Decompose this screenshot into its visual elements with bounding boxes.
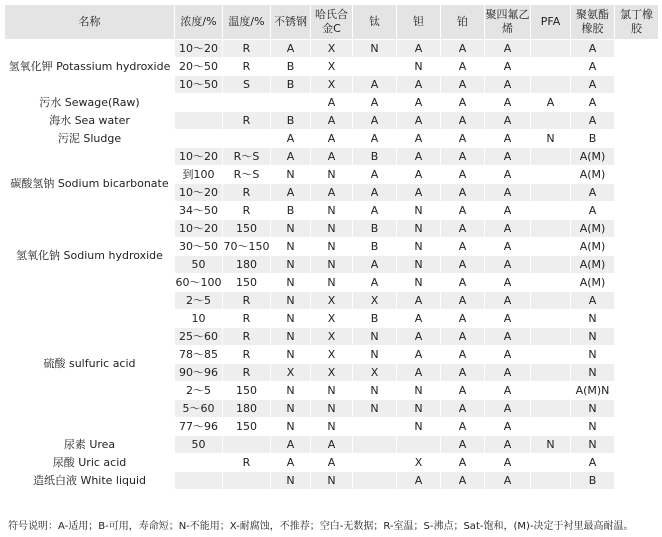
table-cell: A(M) [571, 220, 615, 238]
table-cell: R [223, 328, 271, 346]
table-cell: A [485, 436, 531, 454]
table-cell: 50 [175, 256, 223, 274]
column-header: PFA [531, 5, 571, 40]
table-cell: X [353, 292, 397, 310]
table-cell: 10～20 [175, 220, 223, 238]
table-cell: X [311, 292, 353, 310]
table-cell: A [397, 364, 441, 382]
column-header: 温度/% [223, 5, 271, 40]
table-cell [531, 328, 571, 346]
table-cell: R [223, 364, 271, 382]
table-cell: A [485, 220, 531, 238]
table-cell: N [271, 292, 311, 310]
table-cell: A [571, 76, 615, 94]
table-cell: 50 [175, 436, 223, 454]
table-cell: R [223, 40, 271, 58]
table-cell [531, 274, 571, 292]
table-cell: 20～50 [175, 58, 223, 76]
table-cell: R [223, 112, 271, 130]
table-cell: 5～60 [175, 400, 223, 418]
table-cell [531, 400, 571, 418]
table-row [5, 292, 659, 310]
table-cell: 150 [223, 274, 271, 292]
table-cell: N [397, 382, 441, 400]
table-cell: 78～85 [175, 346, 223, 364]
column-header: 聚四氟乙烯 [485, 5, 531, 40]
table-cell: A [353, 76, 397, 94]
table-cell: N [353, 382, 397, 400]
table-cell: R [223, 184, 271, 202]
table-cell: N [271, 382, 311, 400]
table-cell: A [271, 130, 311, 148]
table-cell: N [311, 220, 353, 238]
table-body [5, 40, 659, 490]
table-cell: R～S [223, 148, 271, 166]
column-header: 哈氏合金C [311, 5, 353, 40]
medium-name: 硫酸 sulfuric acid [5, 292, 175, 436]
table-cell: 60～100 [175, 274, 223, 292]
table-cell: N [271, 400, 311, 418]
table-row [5, 454, 659, 472]
table-cell: A(M) [571, 274, 615, 292]
table-cell [353, 436, 397, 454]
table-cell: X [311, 58, 353, 76]
table-cell: A [441, 436, 485, 454]
table-cell [175, 94, 223, 112]
table-cell: A [441, 364, 485, 382]
table-cell: A [397, 148, 441, 166]
table-cell: N [311, 418, 353, 436]
medium-name: 尿素 Urea [5, 436, 175, 454]
table-cell: A [353, 202, 397, 220]
table-cell: N [271, 238, 311, 256]
table-cell: N [271, 256, 311, 274]
table-cell: A [397, 94, 441, 112]
table-cell: N [353, 40, 397, 58]
table-cell: A [441, 382, 485, 400]
table-cell [531, 76, 571, 94]
table-cell: 90～96 [175, 364, 223, 382]
table-cell: A [271, 184, 311, 202]
table-cell: X [397, 454, 441, 472]
table-cell: N [271, 166, 311, 184]
table-cell: A [441, 328, 485, 346]
table-cell: A [397, 40, 441, 58]
table-cell: A [353, 112, 397, 130]
table-cell: X [311, 76, 353, 94]
medium-name: 污水 Sewage(Raw) [5, 94, 175, 112]
table-cell [353, 454, 397, 472]
table-cell: N [531, 130, 571, 148]
table-cell: A [485, 202, 531, 220]
column-header: 铂 [441, 5, 485, 40]
table-cell: A [353, 94, 397, 112]
table-cell: R [223, 58, 271, 76]
table-cell: A [531, 94, 571, 112]
table-cell [531, 382, 571, 400]
table-cell [531, 220, 571, 238]
table-cell: A [441, 418, 485, 436]
table-cell: N [571, 310, 615, 328]
table-cell: A [485, 400, 531, 418]
table-cell [531, 58, 571, 76]
table-cell: A [441, 40, 485, 58]
table-cell: R [223, 202, 271, 220]
table-cell: A [311, 148, 353, 166]
table-cell: 150 [223, 418, 271, 436]
medium-name: 氢氧化钠 Sodium hydroxide [5, 220, 175, 292]
table-cell: N [571, 346, 615, 364]
table-cell: A [441, 202, 485, 220]
column-header: 不锈钢 [271, 5, 311, 40]
table-cell: A [397, 292, 441, 310]
table-cell: A [571, 112, 615, 130]
table-cell [223, 436, 271, 454]
table-cell [531, 418, 571, 436]
table-cell: A [397, 472, 441, 490]
medium-name: 碳酸氢钠 Sodium bicarbonate [5, 148, 175, 220]
table-cell: 到100 [175, 166, 223, 184]
table-cell: A [485, 418, 531, 436]
table-cell [531, 238, 571, 256]
table-cell: A [485, 112, 531, 130]
table-cell: A [441, 130, 485, 148]
table-cell: A [271, 454, 311, 472]
medium-name: 氢氧化钾 Potassium hydroxide [5, 40, 175, 94]
table-row [5, 94, 659, 112]
column-header: 钽 [397, 5, 441, 40]
column-header: 浓度/% [175, 5, 223, 40]
table-cell: A [397, 76, 441, 94]
table-cell: N [311, 472, 353, 490]
table-cell [531, 454, 571, 472]
table-cell: A [485, 40, 531, 58]
table-cell: X [353, 364, 397, 382]
table-cell [175, 472, 223, 490]
table-cell: A [485, 58, 531, 76]
table-cell: A [441, 148, 485, 166]
table-cell: N [271, 418, 311, 436]
table-cell: A(M)N [571, 382, 615, 400]
table-cell: N [397, 418, 441, 436]
table-cell: A [353, 274, 397, 292]
table-cell: X [311, 346, 353, 364]
table-cell: A [485, 346, 531, 364]
table-cell: 150 [223, 382, 271, 400]
table-cell: A [485, 238, 531, 256]
table-cell: N [571, 328, 615, 346]
table-cell: A [311, 112, 353, 130]
medium-name: 尿酸 Uric acid [5, 454, 175, 472]
table-cell: A [571, 58, 615, 76]
table-cell: A [353, 256, 397, 274]
table-cell [397, 436, 441, 454]
table-cell [223, 472, 271, 490]
table-cell: X [271, 364, 311, 382]
legend-note: 符号说明：A-适用；B-可用，寿命短；N-不能用；X-耐腐蚀，不推荐；空白-无数据；R-室温；S-沸点；Sat-饱和，(M)-决定于衬里最高耐温。 [8, 521, 634, 532]
table-cell: B [571, 472, 615, 490]
table-cell: A [353, 130, 397, 148]
table-cell: N [271, 328, 311, 346]
table-cell: 77～96 [175, 418, 223, 436]
table-cell: B [271, 58, 311, 76]
table-cell: N [397, 202, 441, 220]
table-cell: A [571, 292, 615, 310]
table-cell: N [271, 274, 311, 292]
table-row [5, 130, 659, 148]
table-cell: A [441, 184, 485, 202]
table-cell [531, 166, 571, 184]
table-cell: B [353, 238, 397, 256]
table-cell: N [397, 238, 441, 256]
table-cell: B [353, 310, 397, 328]
table-cell: A [441, 292, 485, 310]
table-cell: X [311, 364, 353, 382]
table-cell: A [311, 94, 353, 112]
table-cell [531, 256, 571, 274]
table-cell: A [485, 184, 531, 202]
table-cell: A [485, 310, 531, 328]
table-cell: A [485, 364, 531, 382]
table-cell: 10～20 [175, 148, 223, 166]
table-cell: B [271, 76, 311, 94]
table-cell: A [441, 256, 485, 274]
table-cell: X [311, 40, 353, 58]
table-cell [531, 310, 571, 328]
table-cell: R [223, 346, 271, 364]
table-cell: N [311, 400, 353, 418]
table-cell: R [223, 310, 271, 328]
header-row [5, 5, 659, 40]
table-row [5, 112, 659, 130]
table-cell [353, 472, 397, 490]
table-cell: A [571, 94, 615, 112]
table-cell: A [441, 112, 485, 130]
column-header: 聚氨酯橡胶 [571, 5, 615, 40]
table-cell: 25～60 [175, 328, 223, 346]
table-cell: 30～50 [175, 238, 223, 256]
table-cell: A(M) [571, 256, 615, 274]
table-cell: 180 [223, 400, 271, 418]
table-cell: R [223, 292, 271, 310]
table-cell: A(M) [571, 166, 615, 184]
table-cell: 10 [175, 310, 223, 328]
table-cell: 150 [223, 220, 271, 238]
table-cell: A [311, 436, 353, 454]
table-cell: B [353, 220, 397, 238]
table-cell: N [353, 346, 397, 364]
chemical-compatibility-table [4, 4, 659, 490]
table-cell: A [485, 454, 531, 472]
table-cell [223, 94, 271, 112]
table-row [5, 148, 659, 166]
table-cell: N [353, 328, 397, 346]
column-header: 钛 [353, 5, 397, 40]
table-cell: A [271, 40, 311, 58]
table-cell: 70～150 [223, 238, 271, 256]
table-cell: A [571, 454, 615, 472]
table-cell: N [271, 220, 311, 238]
table-cell: R～S [223, 166, 271, 184]
table-cell [531, 148, 571, 166]
table-cell: A [397, 184, 441, 202]
table-cell: 34～50 [175, 202, 223, 220]
table-cell: A [485, 256, 531, 274]
medium-name: 造纸白液 White liquid [5, 472, 175, 490]
table-cell: A [441, 454, 485, 472]
table-cell: A [353, 166, 397, 184]
table-cell: A [485, 328, 531, 346]
table-cell: A [441, 472, 485, 490]
table-cell: A [485, 166, 531, 184]
table-cell: N [397, 400, 441, 418]
table-cell: A [441, 58, 485, 76]
table-cell: N [311, 238, 353, 256]
table-cell: 2～5 [175, 382, 223, 400]
table-cell: B [271, 112, 311, 130]
medium-name: 污泥 Sludge [5, 130, 175, 148]
table-cell: A [311, 130, 353, 148]
table-cell: A(M) [571, 148, 615, 166]
table-row [5, 40, 659, 58]
table-cell: 10～20 [175, 40, 223, 58]
table-cell: N [571, 400, 615, 418]
table-cell: N [397, 274, 441, 292]
table-cell: N [271, 310, 311, 328]
table-cell: X [311, 328, 353, 346]
column-header: 氯丁橡胶 [615, 5, 659, 40]
table-row [5, 472, 659, 490]
table-cell [175, 112, 223, 130]
table-cell: A [485, 94, 531, 112]
table-cell: A [485, 472, 531, 490]
table-cell: N [311, 256, 353, 274]
table-cell: A [397, 328, 441, 346]
table-cell: A [441, 76, 485, 94]
table-cell: A [441, 166, 485, 184]
table-cell [175, 454, 223, 472]
table-cell [531, 202, 571, 220]
table-cell: A [353, 184, 397, 202]
table-cell: B [571, 130, 615, 148]
table-cell [531, 292, 571, 310]
table-cell [531, 112, 571, 130]
table-row [5, 436, 659, 454]
table-cell: A [441, 310, 485, 328]
table-cell: A [485, 274, 531, 292]
table-cell: A [311, 184, 353, 202]
table-cell: A [271, 436, 311, 454]
medium-name: 海水 Sea water [5, 112, 175, 130]
table-cell: A [271, 148, 311, 166]
table-cell: S [223, 76, 271, 94]
table-cell: A [485, 148, 531, 166]
table-cell: A [571, 40, 615, 58]
table-cell [271, 94, 311, 112]
table-cell: N [397, 220, 441, 238]
table-cell: N [311, 382, 353, 400]
table-cell: B [353, 148, 397, 166]
column-header: 名称 [5, 5, 175, 40]
table-cell: A [441, 274, 485, 292]
table-cell: A [397, 166, 441, 184]
table-cell [531, 346, 571, 364]
table-cell: A [485, 292, 531, 310]
table-cell: A [397, 346, 441, 364]
table-cell [353, 58, 397, 76]
table-cell: N [397, 256, 441, 274]
table-cell: N [271, 346, 311, 364]
table-cell: 2～5 [175, 292, 223, 310]
table-cell: 10～50 [175, 76, 223, 94]
table-cell: A [397, 112, 441, 130]
table-cell: N [271, 472, 311, 490]
table-cell [531, 40, 571, 58]
table-cell: A [571, 202, 615, 220]
table-cell: A [485, 382, 531, 400]
table-cell: B [271, 202, 311, 220]
table-cell: R [223, 454, 271, 472]
table-cell: A [441, 400, 485, 418]
table-cell [531, 364, 571, 382]
compatibility-table-wrap [4, 4, 658, 490]
table-cell: A [311, 454, 353, 472]
table-cell [353, 418, 397, 436]
table-cell: A [571, 184, 615, 202]
table-cell: N [531, 436, 571, 454]
table-cell: A [485, 76, 531, 94]
table-cell: N [311, 166, 353, 184]
table-cell: N [571, 436, 615, 454]
table-cell: N [397, 58, 441, 76]
table-cell [531, 184, 571, 202]
table-cell: N [353, 400, 397, 418]
table-cell: N [571, 418, 615, 436]
table-cell: A [485, 130, 531, 148]
table-cell: A [397, 130, 441, 148]
table-cell: 180 [223, 256, 271, 274]
table-cell: N [311, 274, 353, 292]
table-cell: A [397, 310, 441, 328]
table-cell: 10～20 [175, 184, 223, 202]
table-cell: A [441, 238, 485, 256]
table-cell: N [311, 202, 353, 220]
table-cell [175, 130, 223, 148]
table-cell: X [311, 310, 353, 328]
table-row [5, 220, 659, 238]
table-cell: A [441, 94, 485, 112]
table-cell: A [441, 346, 485, 364]
table-cell: N [571, 364, 615, 382]
table-cell: A(M) [571, 238, 615, 256]
table-cell [223, 130, 271, 148]
table-cell [531, 472, 571, 490]
table-cell: A [441, 220, 485, 238]
